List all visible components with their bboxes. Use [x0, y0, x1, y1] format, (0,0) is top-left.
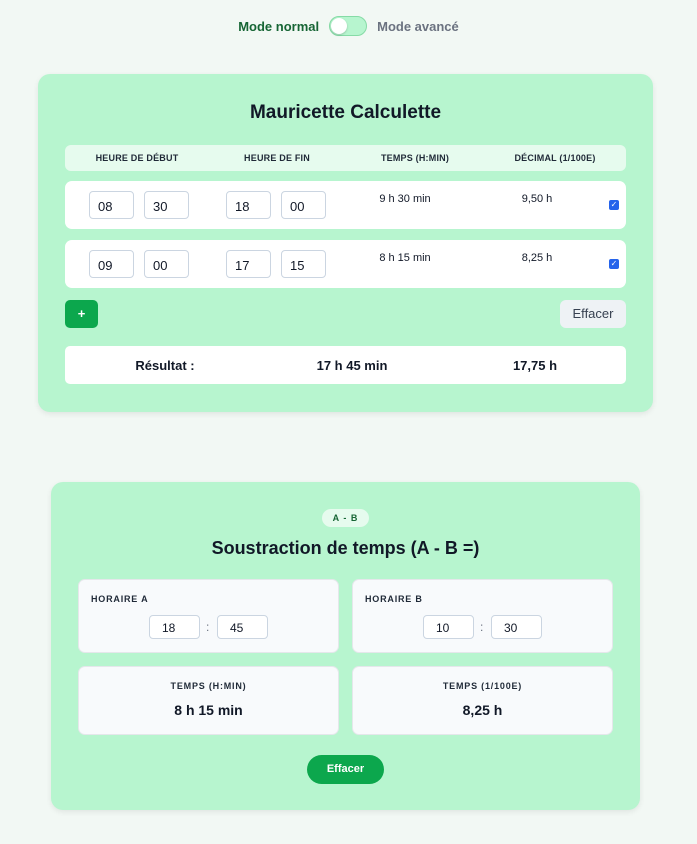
time-b-label: HORAIRE B — [365, 594, 423, 604]
time-a-box — [78, 579, 339, 653]
time-a-label: HORAIRE A — [91, 594, 149, 604]
result-label: Résultat : — [135, 358, 195, 373]
table-header — [65, 145, 626, 171]
row-checkbox[interactable]: ✓ — [610, 259, 618, 268]
end-hour-input[interactable]: 17 — [226, 250, 271, 278]
mode-toggle[interactable] — [329, 16, 367, 36]
result-decimal-box — [352, 666, 613, 735]
time-b-minute-input[interactable]: 30 — [491, 615, 542, 639]
result-time: 17 h 45 min — [316, 358, 388, 373]
time-b-box — [352, 579, 613, 653]
result-time-box — [78, 666, 339, 735]
result-decimal: 17,75 h — [512, 358, 558, 373]
subtraction-title: Soustraction de temps (A - B =) — [211, 538, 480, 558]
start-hour-input[interactable]: 09 — [89, 250, 134, 278]
table-row — [65, 181, 626, 229]
result-time-label: TEMPS (H:MIN) — [170, 681, 247, 691]
calculator-title: Mauricette Calculette — [249, 102, 442, 123]
subtraction-clear-button[interactable]: Effacer — [307, 755, 384, 784]
end-hour-input[interactable]: 18 — [226, 191, 271, 219]
row-decimal: 9,50 h — [521, 193, 553, 205]
add-row-button[interactable]: + — [65, 300, 98, 328]
time-a-hour-input[interactable]: 18 — [149, 615, 200, 639]
time-a-colon: : — [206, 620, 210, 634]
table-row — [65, 240, 626, 288]
mode-advanced-label[interactable]: Mode avancé — [377, 18, 459, 34]
toggle-knob — [331, 18, 347, 34]
header-start: HEURE DE DÉBUT — [95, 153, 179, 163]
result-decimal-label: TEMPS (1/100E) — [442, 681, 523, 691]
subtraction-card — [51, 482, 640, 810]
clear-button[interactable]: Effacer — [560, 300, 626, 328]
row-time: 8 h 15 min — [379, 252, 431, 264]
row-decimal: 8,25 h — [521, 252, 553, 264]
time-b-colon: : — [480, 620, 484, 634]
header-time: TEMPS (H:MIN) — [380, 153, 450, 163]
mode-switcher — [0, 16, 697, 36]
start-minute-input[interactable]: 00 — [144, 250, 189, 278]
start-minute-input[interactable]: 30 — [144, 191, 189, 219]
calculator-card — [38, 74, 653, 412]
subtraction-badge: A - B — [322, 509, 369, 527]
mode-normal-label[interactable]: Mode normal — [238, 18, 320, 34]
end-minute-input[interactable]: 15 — [281, 250, 326, 278]
result-time-value: 8 h 15 min — [174, 702, 243, 718]
result-decimal-value: 8,25 h — [462, 702, 503, 718]
row-time: 9 h 30 min — [379, 193, 431, 205]
result-bar — [65, 346, 626, 384]
time-a-minute-input[interactable]: 45 — [217, 615, 268, 639]
header-decimal: DÉCIMAL (1/100E) — [514, 153, 596, 163]
start-hour-input[interactable]: 08 — [89, 191, 134, 219]
time-b-hour-input[interactable]: 10 — [423, 615, 474, 639]
row-checkbox[interactable]: ✓ — [610, 200, 618, 209]
end-minute-input[interactable]: 00 — [281, 191, 326, 219]
header-end: HEURE DE FIN — [244, 153, 310, 163]
